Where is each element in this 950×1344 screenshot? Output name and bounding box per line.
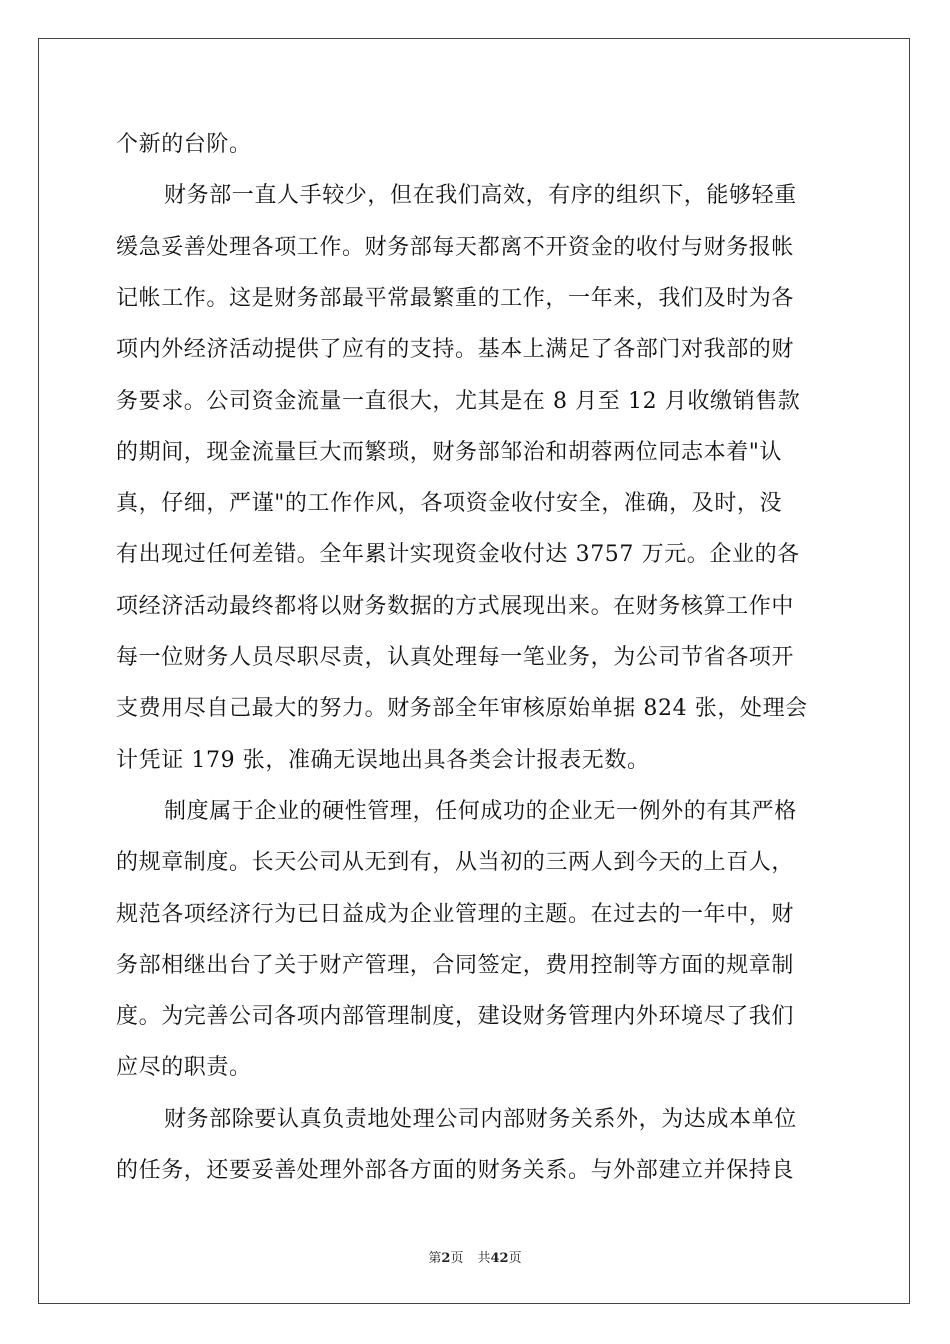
total-prefix: 共 — [477, 1251, 491, 1266]
page-footer — [0, 1247, 950, 1266]
line-text: 财务部除要认真负责地处理公司内部财务关系外，为达成本单位 — [164, 1107, 797, 1132]
line-text: 应尽的职责。 — [116, 1055, 252, 1080]
line-text: 缓急妥善处理各项工作。财务部每天都离不开资金的收付与财务报帐 — [116, 235, 795, 260]
page-number: 2 — [441, 1251, 451, 1266]
line-text: 度。为完善公司各项内部管理制度，建设财务管理内外环境尽了我们 — [116, 1004, 795, 1029]
line-text: 规范各项经济行为已日益成为企业管理的主题。在过去的一年中，财 — [116, 902, 795, 927]
line-text: 的期间，现金流量巨大而繁琐，财务部邹治和胡蓉两位同志本着"认 — [116, 440, 783, 465]
line-text: 务部相继出台了关于财产管理，合同签定，费用控制等方面的规章制 — [116, 953, 795, 978]
line-text: 项经济活动最终都将以财务数据的方式展现出来。在财务核算工作中 — [116, 594, 795, 619]
line-text: 务要求。公司资金流量一直很大，尤其是在 8 月至 12 月收缴销售款 — [116, 389, 801, 414]
line-text: 支费用尽自己最大的努力。财务部全年审核原始单据 824 张，处理会 — [116, 696, 808, 721]
line-text: 财务部一直人手较少，但在我们高效，有序的组织下，能够轻重 — [164, 183, 797, 208]
line-text: 真，仔细，严谨"的工作作风，各项资金收付安全，准确，及时，没 — [116, 491, 783, 516]
line-text: 的规章制度。长天公司从无到有，从当初的三两人到今天的上百人， — [116, 850, 795, 875]
line-text: 个新的台阶。 — [116, 132, 252, 157]
line-text: 制度属于企业的硬性管理，任何成功的企业无一例外的有其严格 — [164, 799, 797, 824]
total-pages: 42 — [490, 1251, 509, 1266]
line-text: 记帐工作。这是财务部最平常最繁重的工作，一年来，我们及时为各 — [116, 286, 795, 311]
page-suffix: 页 — [450, 1251, 464, 1266]
line-text: 有出现过任何差错。全年累计实现资金收付达 3757 万元。企业的各 — [116, 542, 800, 567]
total-suffix: 页 — [508, 1251, 522, 1266]
line-text: 项内外经济活动提供了应有的支持。基本上满足了各部门对我部的财 — [116, 337, 795, 362]
line-text: 的任务，还要妥善处理外部各方面的财务关系。与外部建立并保持良 — [116, 1158, 795, 1183]
line-text: 每一位财务人员尽职尽责，认真处理每一笔业务，为公司节省各项开 — [116, 645, 795, 670]
page-prefix: 第 — [428, 1251, 442, 1266]
line-text: 计凭证 179 张，准确无误地出具各类会计报表无数。 — [116, 748, 650, 773]
